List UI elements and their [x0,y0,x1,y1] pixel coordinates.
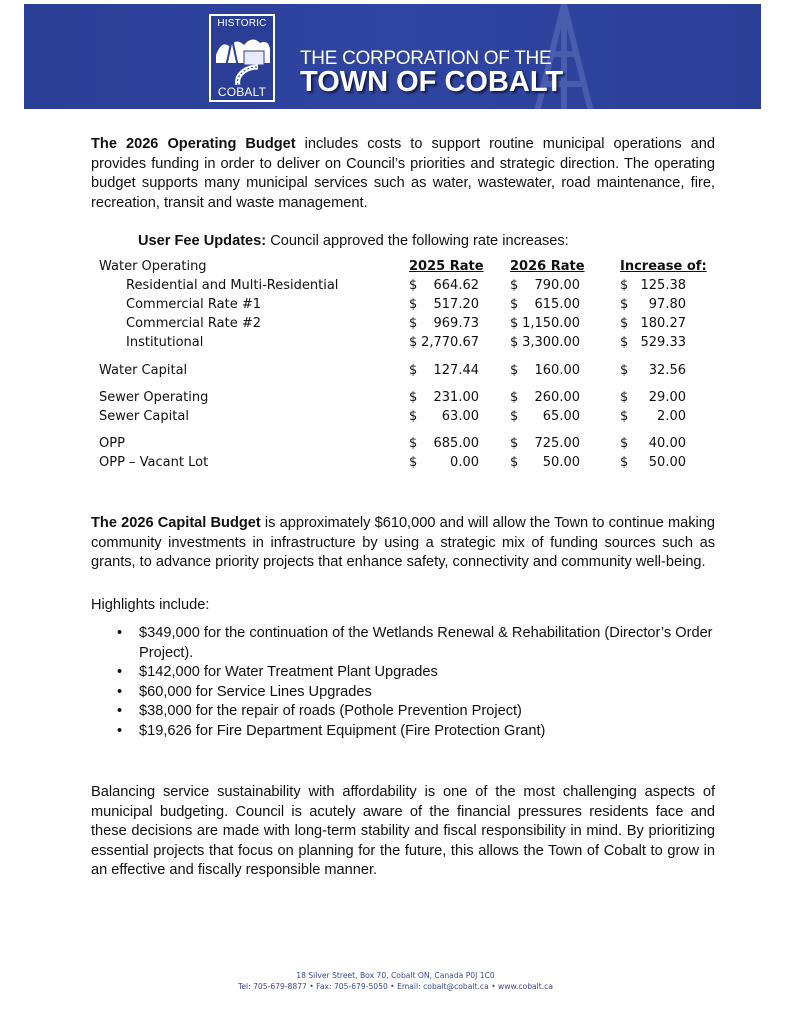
operating-budget-lead: The 2026 Operating Budget [91,136,296,152]
table-row [99,390,719,408]
footer-contact: Tel: 705-679-8877 • Fax: 705-679-5050 • Email: cobalt@cobalt.ca • www.cobalt.ca [237,982,553,991]
rate-2026: $ 725.00 [510,436,580,451]
rate-2025: $ 517.20 [409,297,479,312]
rate-2026: $ 65.00 [510,409,580,424]
historic-cobalt-logo [209,14,275,102]
bullet-icon: • [117,664,123,680]
row-label: Commercial Rate #1 [126,297,261,312]
rate-2026: $ 260.00 [510,390,580,405]
list-item: • $19,626 for Fire Department Equipment (Fire Protection Grant) [117,722,717,742]
rate-increase: $ 2.00 [620,409,686,424]
closing-paragraph: Balancing service sustainability with affordability is one of the most challenging aspects of municipal budgeting. Council is acutely aware of the financial pressures residents face and these decisions are made with long-term stability and fiscal responsibility in mind. By prioritizing essential projects that focus on planning for the future, this allows the Town of Cobalt to grow in an effective and fiscally responsible manner. [91,784,715,879]
list-item: • $142,000 for Water Treatment Plant Upgrades [117,663,717,683]
rate-2025: $ 2,770.67 [409,335,479,350]
logo-bottom-word: COBALT [217,85,267,99]
rate-2025: $ 231.00 [409,390,479,405]
group-label-water-operating: Water Operating [99,259,207,274]
rate-2026: $ 3,300.00 [510,335,580,350]
rate-2026: $ 160.00 [510,363,580,378]
row-label: Residential and Multi-Residential [126,278,339,293]
row-label: Commercial Rate #2 [126,316,261,331]
rate-2025: $ 63.00 [409,409,479,424]
row-label: Sewer Operating [99,390,209,405]
headframe-logo-icon [214,33,270,85]
row-label: Institutional [126,335,204,350]
rate-increase: $ 180.27 [620,316,686,331]
user-fee-title [138,233,569,249]
user-fee-text: Council approved the following rate increases: [266,233,569,249]
logo-top-word: HISTORIC [217,18,267,29]
rate-increase: $ 50.00 [620,455,686,470]
capital-budget-paragraph [91,514,715,573]
bullet-icon: • [117,683,123,700]
row-label: OPP – Vacant Lot [99,455,209,470]
col-header-2025: 2025 Rate [409,259,484,274]
rate-2026: $ 1,150.00 [510,316,580,331]
rate-2025: $ 969.73 [409,316,479,331]
rate-increase: $ 29.00 [620,390,686,405]
row-label: Sewer Capital [99,409,189,424]
corporation-line: THE CORPORATION OF THE [300,48,552,69]
rate-2025: $ 0.00 [409,455,479,470]
rate-2025: $ 127.44 [409,363,479,378]
list-item: • $349,000 for the continuation of the Wetlands Renewal & Rehabilitation (Director’s Order Project). [117,625,713,661]
rate-2025: $ 664.62 [409,278,479,293]
bullet-icon: • [117,722,123,739]
row-label: OPP [99,436,125,451]
highlights-label: Highlights include: [91,597,210,613]
capital-budget-text: is approximately $610,000 and will allow the Town to continue making community investments in infrastructure by using a strategic mix of funding sources such as grants, to advance priority projects that enhance safety, connectivity and community well-being. [91,515,715,571]
rate-increase: $ 40.00 [620,436,686,451]
rate-2026: $ 50.00 [510,455,580,470]
table-row [99,409,719,427]
town-name: TOWN OF COBALT [300,66,564,98]
col-header-increase: Increase of: [620,259,707,274]
table-row [99,436,719,454]
table-row [99,297,719,315]
footer-address: 18 Silver Street, Box 70, Cobalt ON, Canada P0J 1C0 [296,971,495,980]
rate-2026: $ 615.00 [510,297,580,312]
table-row [99,335,719,353]
rate-increase: $ 97.80 [620,297,686,312]
list-item: • $60,000 for Service Lines Upgrades [117,683,717,703]
col-header-2026: 2026 Rate [510,259,585,274]
rate-increase: $ 32.56 [620,363,686,378]
highlights-list [117,624,717,741]
table-row [99,316,719,334]
rate-2026: $ 790.00 [510,278,580,293]
operating-budget-paragraph [91,135,715,213]
operating-budget-text: includes costs to support routine municipal operations and provides funding in order to deliver on Council’s priorities and strategic direction. The operating budget supports many municipal services such as water, wastewater, road maintenance, fire, recreation, transit and waste management. [91,136,715,211]
row-label: Water Capital [99,363,188,378]
capital-budget-lead: The 2026 Capital Budget [91,515,261,531]
rate-increase: $ 125.38 [620,278,686,293]
table-row [99,278,719,296]
rate-increase: $ 529.33 [620,335,686,350]
bullet-icon: • [117,703,123,719]
user-fee-lead: User Fee Updates: [138,233,267,249]
list-item: • $38,000 for the repair of roads (Pothole Prevention Project) [117,702,717,722]
table-row [99,455,719,473]
bullet-icon: • [117,625,123,641]
rate-2025: $ 685.00 [409,436,479,451]
table-header-row [99,259,719,277]
table-row [99,363,719,381]
letterhead-banner [24,4,761,109]
